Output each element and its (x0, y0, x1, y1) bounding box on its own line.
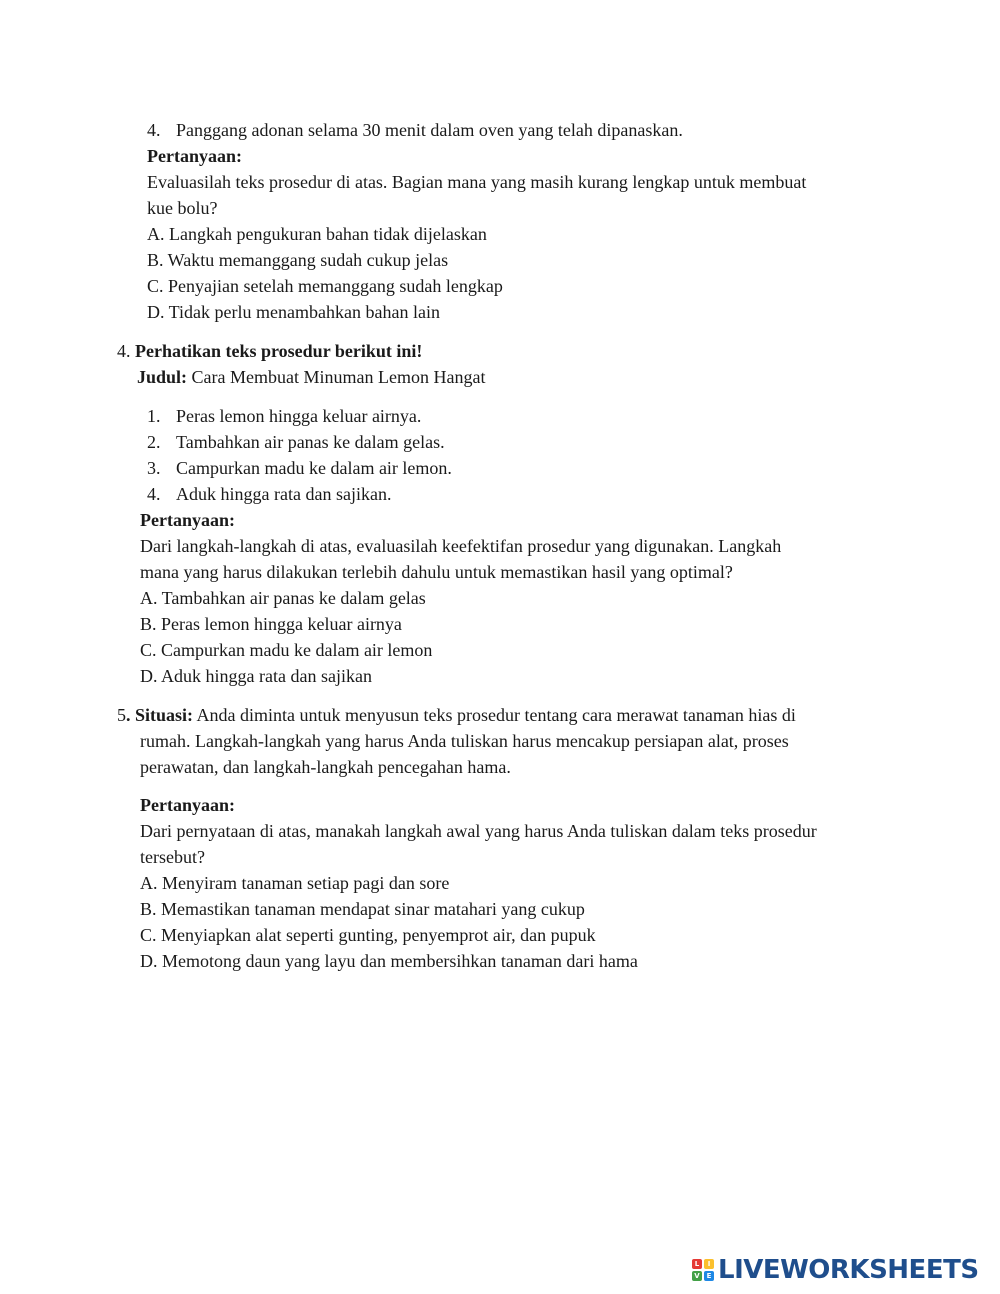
situation-label: . Situasi: (126, 705, 194, 725)
step-number: 1. (147, 406, 161, 426)
q5-situation-line-3: perawatan, dan langkah-langkah pencegahan hama. (140, 757, 511, 777)
q4-step-3 (147, 455, 452, 481)
step-text: Panggang adonan selama 30 menit dalam oven yang telah dipanaskan. (176, 120, 683, 140)
step-text: Peras lemon hingga keluar airnya. (176, 406, 422, 426)
q3-question-label: Pertanyaan: (147, 146, 242, 166)
logo-tile: V (692, 1271, 702, 1281)
q5-situation-line-2: rumah. Langkah-langkah yang harus Anda tuliskan harus mencakup persiapan alat, proses (140, 731, 789, 751)
q4-option-b[interactable]: B. Peras lemon hingga keluar airnya (140, 614, 402, 634)
q5-option-b[interactable]: B. Memastikan tanaman mendapat sinar matahari yang cukup (140, 899, 585, 919)
q3-option-b[interactable]: B. Waktu memanggang sudah cukup jelas (147, 250, 449, 270)
q4-step-4 (147, 481, 391, 507)
step-number: 4. (147, 120, 161, 140)
liveworksheets-logo[interactable] (692, 1252, 979, 1288)
step-text: Campurkan madu ke dalam air lemon. (176, 458, 452, 478)
step-number: 4. (147, 484, 161, 504)
q3-option-d[interactable]: D. Tidak perlu menambahkan bahan lain (147, 302, 440, 322)
logo-tile: E (704, 1271, 714, 1281)
q5-question-label: Pertanyaan: (140, 795, 235, 815)
q4-option-d[interactable]: D. Aduk hingga rata dan sajikan (140, 666, 372, 686)
question-number: 5 (117, 705, 126, 725)
step-text: Aduk hingga rata dan sajikan. (176, 484, 392, 504)
logo-text: LIVEWORKSHEETS (718, 1255, 979, 1285)
q5-situation-line-1 (117, 702, 796, 728)
step-number: 2. (147, 432, 161, 452)
q3-option-a[interactable]: A. Langkah pengukuran bahan tidak dijelaskan (147, 224, 487, 244)
heading-text: Perhatikan teks prosedur berikut ini! (135, 341, 423, 361)
q4-step-2 (147, 429, 445, 455)
logo-tile: L (692, 1259, 702, 1269)
title-label: Judul: (137, 367, 188, 387)
q4-question-line-2: mana yang harus dilakukan terlebih dahulu untuk memastikan hasil yang optimal? (140, 562, 733, 582)
logo-tiles-icon (692, 1259, 714, 1281)
q3-question-line-1: Evaluasilah teks prosedur di atas. Bagian mana yang masih kurang lengkap untuk membuat (147, 172, 807, 192)
q5-question-line-2: tersebut? (140, 847, 205, 867)
q3-step-4 (147, 117, 683, 143)
q3-option-c[interactable]: C. Penyajian setelah memanggang sudah lengkap (147, 276, 503, 296)
q4-title (137, 364, 485, 390)
q4-option-a[interactable]: A. Tambahkan air panas ke dalam gelas (140, 588, 426, 608)
logo-tile: I (704, 1259, 714, 1269)
question-number: 4. (117, 341, 131, 361)
step-text: Tambahkan air panas ke dalam gelas. (176, 432, 445, 452)
title-value: Cara Membuat Minuman Lemon Hangat (191, 367, 486, 387)
q5-question-line-1: Dari pernyataan di atas, manakah langkah awal yang harus Anda tuliskan dalam teks prosedur (140, 821, 817, 841)
q4-option-c[interactable]: C. Campurkan madu ke dalam air lemon (140, 640, 433, 660)
q4-heading (117, 338, 422, 364)
q3-question-line-2: kue bolu? (147, 198, 218, 218)
q5-option-d[interactable]: D. Memotong daun yang layu dan membersihkan tanaman dari hama (140, 951, 638, 971)
q5-option-c[interactable]: C. Menyiapkan alat seperti gunting, penyemprot air, dan pupuk (140, 925, 596, 945)
q5-option-a[interactable]: A. Menyiram tanaman setiap pagi dan sore (140, 873, 450, 893)
q4-question-label: Pertanyaan: (140, 510, 235, 530)
q4-question-line-1: Dari langkah-langkah di atas, evaluasilah keefektifan prosedur yang digunakan. Langkah (140, 536, 782, 556)
q4-step-1 (147, 403, 421, 429)
situation-text: Anda diminta untuk menyusun teks prosedur tentang cara merawat tanaman hias di (196, 705, 796, 725)
step-number: 3. (147, 458, 161, 478)
